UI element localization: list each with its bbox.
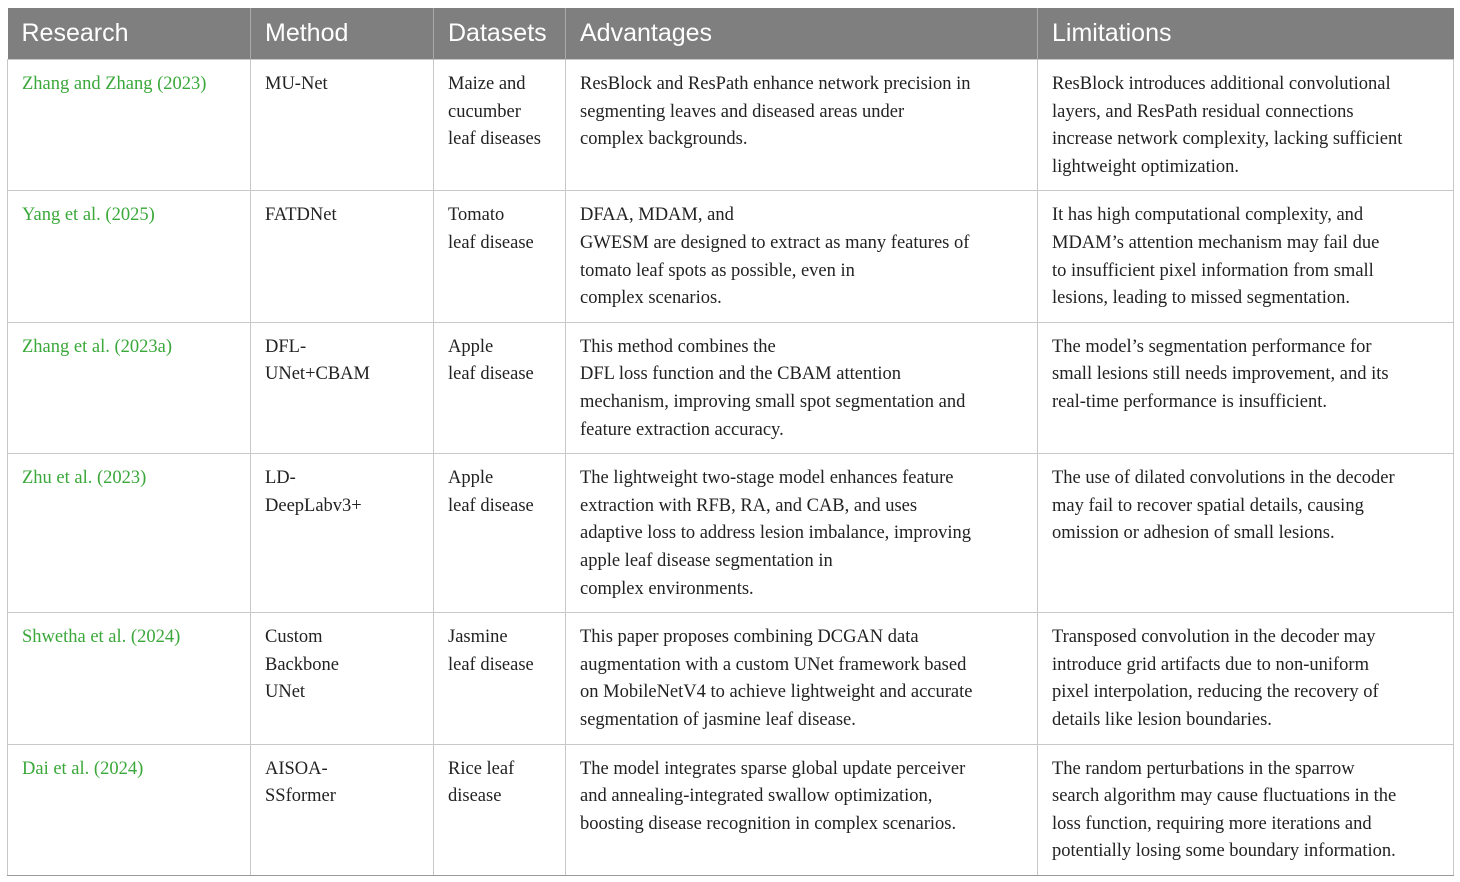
cell-advantages: ResBlock and ResPath enhance network precision in segmenting leaves and diseased areas under complex backgrounds. xyxy=(566,60,1038,191)
header-advantages: Advantages xyxy=(566,8,1038,60)
comparison-table xyxy=(7,8,1454,876)
cell-research-link[interactable]: Zhang and Zhang (2023) xyxy=(8,60,251,191)
cell-datasets: Apple leaf disease xyxy=(434,454,566,613)
table-body xyxy=(8,60,1454,876)
table-row xyxy=(8,322,1454,453)
cell-limitations: ResBlock introduces additional convolutional layers, and ResPath residual connections increase network complexity, lacking sufficient lightweight optimization. xyxy=(1038,60,1454,191)
table-header xyxy=(8,8,1454,60)
cell-research-link[interactable]: Zhang et al. (2023a) xyxy=(8,322,251,453)
cell-research-link[interactable]: Zhu et al. (2023) xyxy=(8,454,251,613)
table-row xyxy=(8,744,1454,875)
cell-research-link[interactable]: Shwetha et al. (2024) xyxy=(8,613,251,744)
header-datasets: Datasets xyxy=(434,8,566,60)
cell-method: Custom Backbone UNet xyxy=(251,613,434,744)
cell-research-link[interactable]: Yang et al. (2025) xyxy=(8,191,251,322)
cell-limitations: The model’s segmentation performance for small lesions still needs improvement, and its real-time performance is insufficient. xyxy=(1038,322,1454,453)
cell-limitations: Transposed convolution in the decoder may introduce grid artifacts due to non-uniform pixel interpolation, reducing the recovery of details like lesion boundaries. xyxy=(1038,613,1454,744)
cell-advantages: This method combines the DFL loss function and the CBAM attention mechanism, improving small spot segmentation and feature extraction accuracy. xyxy=(566,322,1038,453)
cell-datasets: Rice leaf disease xyxy=(434,744,566,875)
header-method: Method xyxy=(251,8,434,60)
table-row xyxy=(8,191,1454,322)
comparison-table-container xyxy=(7,8,1453,876)
header-limitations: Limitations xyxy=(1038,8,1454,60)
cell-method: AISOA- SSformer xyxy=(251,744,434,875)
header-row xyxy=(8,8,1454,60)
cell-method: MU-Net xyxy=(251,60,434,191)
cell-limitations: The random perturbations in the sparrow search algorithm may cause fluctuations in the loss function, requiring more iterations and potentially losing some boundary information. xyxy=(1038,744,1454,875)
cell-method: LD- DeepLabv3+ xyxy=(251,454,434,613)
cell-limitations: It has high computational complexity, and MDAM’s attention mechanism may fail due to insufficient pixel information from small lesions, leading to missed segmentation. xyxy=(1038,191,1454,322)
cell-method: FATDNet xyxy=(251,191,434,322)
header-research: Research xyxy=(8,8,251,60)
table-row xyxy=(8,454,1454,613)
cell-research-link[interactable]: Dai et al. (2024) xyxy=(8,744,251,875)
cell-advantages: The model integrates sparse global update perceiver and annealing-integrated swallow optimization, boosting disease recognition in complex scenarios. xyxy=(566,744,1038,875)
cell-datasets: Tomato leaf disease xyxy=(434,191,566,322)
cell-datasets: Apple leaf disease xyxy=(434,322,566,453)
cell-limitations: The use of dilated convolutions in the decoder may fail to recover spatial details, causing omission or adhesion of small lesions. xyxy=(1038,454,1454,613)
cell-datasets: Jasmine leaf disease xyxy=(434,613,566,744)
table-row xyxy=(8,613,1454,744)
table-row xyxy=(8,60,1454,191)
cell-advantages: This paper proposes combining DCGAN data augmentation with a custom UNet framework based on MobileNetV4 to achieve lightweight and accurate segmentation of jasmine leaf disease. xyxy=(566,613,1038,744)
cell-advantages: The lightweight two-stage model enhances feature extraction with RFB, RA, and CAB, and uses adaptive loss to address lesion imbalance, improving apple leaf disease segmentation in complex environments. xyxy=(566,454,1038,613)
cell-advantages: DFAA, MDAM, and GWESM are designed to extract as many features of tomato leaf spots as possible, even in complex scenarios. xyxy=(566,191,1038,322)
cell-method: DFL- UNet+CBAM xyxy=(251,322,434,453)
cell-datasets: Maize and cucumber leaf diseases xyxy=(434,60,566,191)
